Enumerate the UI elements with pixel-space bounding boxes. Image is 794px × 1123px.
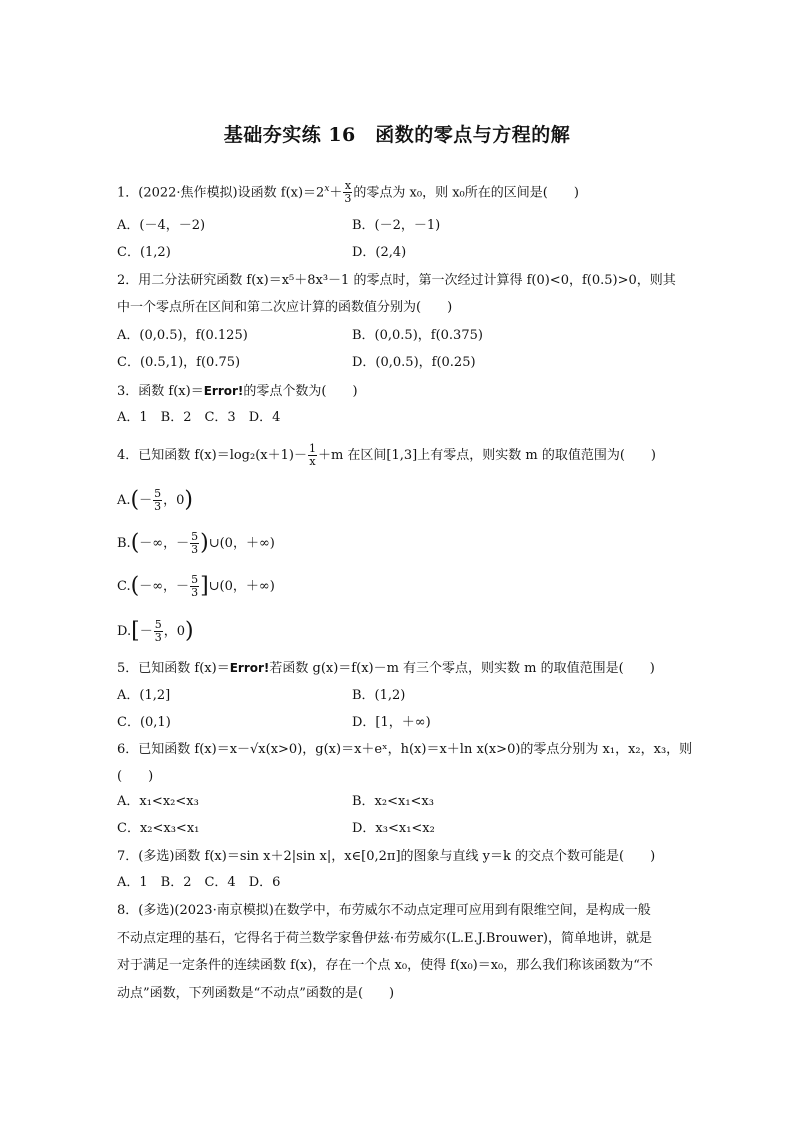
question-8-line-2: 不动点定理的基石，它得名于荷兰数学家鲁伊兹·布劳威尔(L.E.J.Brouwer)，简单地讲，就是 — [117, 931, 652, 946]
question-2-option-c: C．(0.5,1)，f(0.75) — [117, 355, 241, 370]
question-6-option-b: B．x₂<x₁<x₃ — [352, 794, 434, 809]
fraction-5-over-3: $\frac{5}{3}$ — [191, 573, 199, 599]
question-3-stem: 3．函数 f(x)＝Error!的零点个数为( ) — [117, 384, 358, 399]
question-5-option-c: C．(0,1) — [117, 715, 171, 730]
question-6-option-d: D．x₃<x₁<x₂ — [352, 821, 435, 836]
fraction-x-over-3: $\frac{x}{3}$ — [344, 179, 352, 206]
question-6-option-a: A．x₁<x₂<x₃ — [117, 794, 199, 809]
question-6-line-1: 6．已知函数 f(x)＝x－√x(x>0)，g(x)＝x＋eˣ，h(x)＝x＋ln x(x>0)的零点分别为 x₁，x₂，x₃，则 — [117, 742, 693, 757]
error-text: Error! — [203, 384, 244, 398]
question-4-option-d: D.[－ $\frac{5}{3}$ ，0) — [117, 618, 194, 644]
question-2-option-d: D．(0,0.5)，f(0.25) — [352, 355, 476, 370]
question-4-option-a: A.(－ $\frac{5}{3}$ ，0) — [117, 487, 194, 513]
fraction-5-over-3: $\frac{5}{3}$ — [154, 618, 162, 644]
question-2-option-b: B．(0,0.5)，f(0.375) — [352, 328, 483, 343]
question-2-line-1: 2．用二分法研究函数 f(x)＝x⁵＋8x³－1 的零点时，第一次经过计算得 f(0)<0，f(0.5)>0，则其 — [117, 273, 676, 288]
question-5-option-d: D．[1，＋∞) — [352, 715, 431, 730]
question-5-option-a: A．(1,2] — [117, 688, 171, 703]
question-1-option-b: B．(－2，－1) — [352, 218, 441, 233]
question-1-option-a: A．(－4，－2) — [117, 218, 206, 233]
question-4-stem: 4．已知函数 f(x)＝log₂(x＋1)－ $\frac{1}{x}$ ＋m 在区间[1,3]上有零点，则实数 m 的取值范围为( ) — [117, 442, 656, 468]
question-3-options: A．1 B．2 C．3 D．4 — [117, 410, 281, 425]
question-7-stem: 7．(多选)函数 f(x)＝sin x＋2|sin x|，x∈[0,2π]的图象与直线 y＝k 的交点个数可能是( ) — [117, 849, 656, 864]
question-8-line-3: 对于满足一定条件的连续函数 f(x)，存在一个点 x₀，使得 f(x₀)＝x₀，那么我们称该函数为“不 — [117, 958, 653, 973]
question-1-stem: 1．(2022·焦作模拟)设函数 $f(x)=2^x+$ $\frac{x}{3}$ 的零点为 x₀，则 x₀所在的区间是( ) — [117, 179, 579, 206]
fraction-5-over-3: $\frac{5}{3}$ — [191, 530, 199, 556]
question-4-option-b: B.(－∞，－ $\frac{5}{3}$ )∪(0，＋∞) — [117, 530, 275, 556]
page-title: 基础夯实练 16 函数的零点与方程的解 — [223, 124, 571, 146]
question-1-option-c: C．(1,2) — [117, 245, 171, 260]
question-6-line-2: ( ) — [117, 769, 154, 784]
question-6-option-c: C．x₂<x₃<x₁ — [117, 821, 200, 836]
question-8-line-1: 8．(多选)(2023·南京模拟)在数学中，布劳威尔不动点定理可应用到有限维空间，是构成一般 — [117, 903, 651, 918]
question-5-option-b: B．(1,2) — [352, 688, 406, 703]
question-5-stem: 5．已知函数 f(x)＝Error!若函数 g(x)＝f(x)－m 有三个零点，则实数 m 的取值范围是( ) — [117, 661, 655, 676]
question-4-option-c: C.(－∞，－ $\frac{5}{3}$ ]∪(0，＋∞) — [117, 573, 275, 599]
error-text: Error! — [229, 661, 270, 675]
fraction-1-over-x: $\frac{1}{x}$ — [308, 442, 316, 468]
fraction-5-over-3: $\frac{5}{3}$ — [154, 487, 162, 513]
question-2-line-2: 中一个零点所在区间和第二次应计算的函数值分别为( ) — [117, 300, 453, 315]
question-8-line-4: 动点”函数，下列函数是“不动点”函数的是( ) — [117, 986, 395, 1001]
question-7-options: A．1 B．2 C．4 D．6 — [117, 875, 281, 890]
question-1-option-d: D．(2,4) — [352, 245, 407, 260]
question-2-option-a: A．(0,0.5)，f(0.125) — [117, 328, 248, 343]
